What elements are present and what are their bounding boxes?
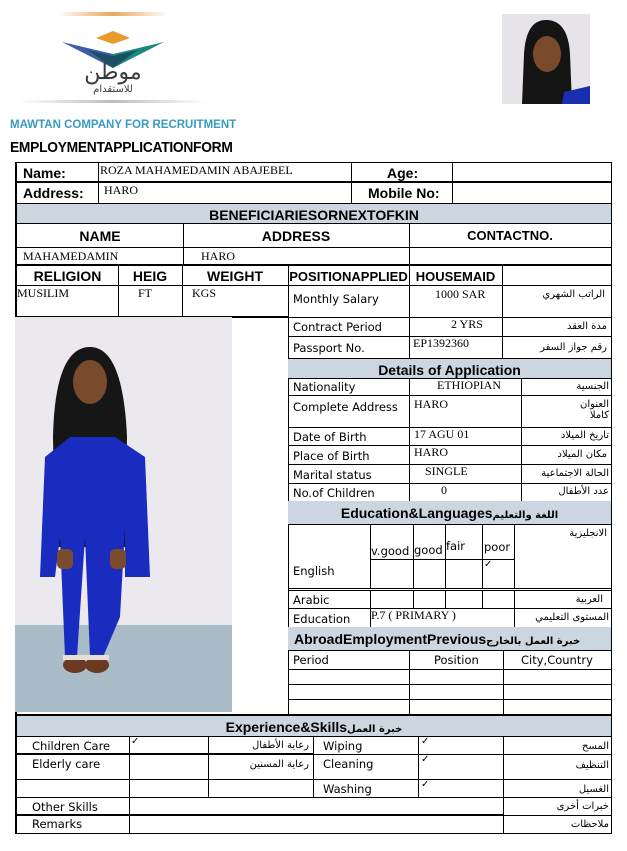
english-label: English (293, 564, 335, 578)
skill-washing-label-cell: Washing (313, 779, 419, 798)
skills-title: Experience&Skills (225, 719, 348, 735)
abroad-row-3-period[interactable] (288, 699, 410, 715)
children-label: No.of Children (293, 486, 375, 500)
contract-arabic: مدة العقد (567, 321, 607, 332)
salary-field[interactable] (409, 285, 503, 318)
address-label: Address: (23, 185, 84, 201)
english-arabic: الانجليزية (569, 528, 607, 539)
skill-wiping-arabic-cell: المسح (503, 736, 612, 755)
education-title: Education&Languages (340, 505, 493, 521)
company-logo (18, 8, 208, 106)
english-arabic-cell (514, 524, 612, 589)
skill-children-care-check[interactable] (129, 736, 209, 755)
other-skills-arabic-cell: خبرات أخرى (503, 797, 612, 816)
passport-label: Passport No. (293, 341, 365, 355)
complete-address-value: HARO (414, 397, 449, 411)
abroad-title-arabic: خبرة العمل بالخارج (486, 636, 581, 647)
beneficiary-name-header: NAME (15, 224, 184, 248)
complete-address-arabic: العنوان كاملا (580, 399, 609, 421)
height-field[interactable] (118, 285, 183, 318)
arabic-label-cell (288, 590, 371, 609)
arabic-good-cell[interactable] (413, 590, 446, 609)
salary-arabic: الراتب الشهري (542, 289, 605, 300)
marital-label: Marital status (293, 468, 372, 482)
skill-elderly-care-check[interactable] (129, 755, 209, 780)
abroad-row-1-position[interactable] (409, 669, 504, 685)
level-fair-header: fair (445, 524, 483, 560)
logo-arabic-sub: للاستقدام (93, 84, 133, 95)
skill-cleaning-check[interactable] (418, 754, 504, 780)
position-extra-cell (502, 266, 612, 286)
education-label: Education (293, 612, 351, 626)
religion-value: MUSILIM (17, 286, 70, 300)
beneficiary-address-field[interactable] (183, 248, 410, 266)
marital-value: SINGLE (425, 464, 468, 478)
abroad-row-2-period[interactable] (288, 684, 410, 700)
contract-field[interactable] (409, 317, 503, 337)
english-vgood-cell[interactable] (370, 559, 414, 589)
other-skills-field[interactable] (129, 797, 504, 816)
beneficiary-address-header: ADDRESS (183, 224, 410, 248)
education-title-arabic: اللغة والتعليم (492, 510, 559, 521)
position-applied-value: HOUSEMAID (409, 266, 503, 286)
pob-value: HARO (414, 445, 449, 459)
name-label: Name: (23, 165, 66, 181)
beneficiaries-header: BENEFICIARIESORNEXTOFKIN (15, 203, 612, 224)
level-good-header: good (413, 524, 446, 560)
beneficiary-name-value: MAHAMEDAMIN (23, 249, 119, 263)
education-header (288, 501, 612, 525)
english-poor-cell[interactable] (482, 559, 515, 589)
weight-header: WEIGHT (182, 266, 289, 286)
abroad-row-1-period[interactable] (288, 669, 410, 685)
children-field[interactable] (409, 483, 522, 502)
marital-arabic-cell (521, 464, 612, 484)
nationality-label: Nationality (293, 380, 356, 394)
arabic-poor-cell[interactable] (482, 590, 515, 609)
children-label-cell (288, 483, 410, 502)
mobile-label-cell (351, 183, 453, 204)
form-title: EMPLOYMENTAPPLICATIONFORM (10, 139, 233, 156)
pob-field[interactable] (409, 445, 522, 465)
pob-arabic-cell (521, 445, 612, 465)
beneficiary-contact-field[interactable] (409, 248, 612, 266)
contract-arabic-cell (502, 317, 612, 337)
abroad-row-1-city[interactable] (503, 669, 612, 685)
education-field[interactable] (370, 608, 515, 628)
education-arabic-cell (514, 608, 612, 628)
english-label-cell (288, 559, 371, 589)
nationality-arabic: الجنسية (576, 381, 609, 392)
company-name: MAWTAN COMPANY FOR RECRUITMENT (10, 119, 237, 131)
abroad-header (288, 627, 612, 651)
english-good-cell[interactable] (413, 559, 446, 589)
skill-blank-check[interactable] (129, 779, 209, 798)
skill-blank-arabic-cell (208, 779, 314, 798)
dob-arabic: تاريخ الميلاد (560, 430, 609, 441)
arabic-arabic: العربية (575, 594, 603, 605)
age-field[interactable] (452, 162, 612, 183)
remarks-field[interactable] (129, 815, 504, 834)
salary-label-cell (288, 285, 410, 318)
skill-wiping-check[interactable] (418, 736, 504, 755)
pob-arabic: مكان الميلاد (557, 449, 607, 460)
marital-arabic: الحالة الاجتماعية (541, 468, 609, 479)
abroad-row-2-position[interactable] (409, 684, 504, 700)
checkmark-icon: ✓ (131, 736, 140, 747)
skill-washing-arabic-cell: الغسيل (503, 779, 612, 798)
skill-children-care-label-cell: Children Care (15, 736, 130, 755)
mobile-field[interactable] (452, 183, 612, 204)
arabic-vgood-cell[interactable] (370, 590, 414, 609)
beneficiary-name-field[interactable] (15, 248, 184, 266)
nationality-arabic-cell (521, 378, 612, 396)
abroad-col-period: Period (288, 650, 410, 670)
religion-header: RELIGION (15, 266, 119, 286)
checkmark-icon: ✓ (421, 754, 430, 765)
logo-top-line (58, 12, 168, 16)
skill-blank-label-cell (15, 779, 130, 798)
salary-arabic-cell (502, 285, 612, 318)
passport-arabic-cell (502, 336, 612, 358)
education-arabic: المستوى التعليمي (535, 612, 609, 623)
remarks-arabic-cell: ملاحظات (503, 815, 612, 834)
address-value: HARO (104, 183, 139, 197)
contract-label-cell (288, 317, 410, 337)
lang-blank-header (288, 524, 371, 560)
pob-label-cell (288, 445, 410, 465)
skill-elderly-care-arabic-cell: رعاية المسنين (208, 755, 314, 780)
dob-arabic-cell (521, 427, 612, 446)
name-value: ROZA MAHAMEDAMIN ABAJEBEL (100, 163, 293, 177)
pob-label: Place of Birth (293, 449, 370, 463)
details-header: Details of Application (288, 358, 612, 379)
age-label: Age: (387, 165, 419, 181)
remarks-label-cell: Remarks (15, 815, 130, 834)
arabic-fair-cell[interactable] (445, 590, 483, 609)
position-applied-header: POSITIONAPPLIED (288, 266, 410, 286)
name-label-cell (15, 162, 99, 183)
abroad-row-2-city[interactable] (503, 684, 612, 700)
nationality-label-cell (288, 378, 410, 396)
children-arabic-cell (521, 483, 612, 502)
complete-address-field[interactable] (409, 395, 522, 428)
beneficiary-contact-header: CONTACTNO. (409, 224, 612, 248)
marital-label-cell (288, 464, 410, 484)
beneficiary-address-value: HARO (201, 249, 236, 263)
other-skills-label-cell: Other Skills (15, 797, 130, 816)
arabic-arabic-cell (514, 590, 612, 609)
height-header: HEIG (118, 266, 183, 286)
nationality-value: ETHIOPIAN (437, 378, 501, 392)
age-label-cell (351, 162, 453, 183)
name-field[interactable] (98, 162, 352, 183)
abroad-col-position: Position (409, 650, 504, 670)
skill-washing-check[interactable] (418, 779, 504, 798)
dob-label: Date of Birth (293, 430, 367, 444)
address-label-cell (15, 183, 99, 204)
marital-field[interactable] (409, 464, 522, 484)
skill-elderly-care-label-cell: Elderly care (15, 755, 130, 780)
education-value: P.7 ( PRIMARY ) (371, 608, 456, 622)
mobile-label: Mobile No: (368, 185, 440, 201)
weight-value: KGS (192, 286, 217, 300)
children-value: 0 (441, 483, 447, 497)
level-vgood-header: v.good (370, 524, 414, 560)
nationality-field[interactable] (409, 378, 522, 396)
children-arabic: عدد الأطفال (558, 486, 609, 497)
dob-field[interactable] (409, 427, 522, 446)
skill-cleaning-label-cell: Cleaning (313, 754, 419, 780)
complete-address-label-cell (288, 395, 410, 428)
abroad-col-city: City,Country (503, 650, 612, 670)
passport-value: EP1392360 (413, 336, 470, 350)
passport-arabic: رقم جواز السفر (540, 342, 607, 353)
arabic-label: Arabic (293, 593, 330, 607)
contract-value: 2 YRS (451, 317, 483, 331)
logo-arabic-main: موطن (84, 60, 142, 85)
complete-address-arabic-cell (521, 395, 612, 428)
dob-label-cell (288, 427, 410, 446)
skill-wiping-label-cell: Wiping (313, 736, 419, 755)
education-label-cell (288, 608, 371, 628)
weight-field[interactable] (182, 285, 289, 318)
skill-children-care-arabic-cell: رعاية الأطفال (208, 736, 314, 755)
skills-header (15, 714, 612, 737)
complete-address-label: Complete Address (293, 400, 398, 414)
salary-label: Monthly Salary (293, 292, 379, 306)
applicant-portrait-photo (502, 14, 590, 104)
abroad-title: AbroadEmploymentPrevious (294, 631, 487, 647)
passport-field[interactable] (409, 336, 503, 358)
checkmark-icon: ✓ (421, 779, 430, 790)
abroad-row-3-position[interactable] (409, 699, 504, 715)
contract-label: Contract Period (293, 320, 382, 334)
dob-value: 17 AGU 01 (414, 427, 470, 441)
abroad-row-3-city[interactable] (503, 699, 612, 715)
height-value: FT (138, 286, 153, 300)
checkmark-icon: ✓ (484, 559, 493, 570)
salary-value: 1000 SAR (435, 287, 486, 301)
checkmark-icon: ✓ (421, 736, 430, 747)
english-fair-cell[interactable] (445, 559, 483, 589)
skills-title-arabic: خبرة العمل (347, 724, 403, 735)
applicant-full-body-photo (15, 317, 232, 712)
religion-field[interactable] (15, 285, 119, 318)
skill-cleaning-arabic-cell: التنظيف (503, 754, 612, 780)
address-field[interactable] (98, 183, 352, 204)
logo-bottom-line (18, 100, 208, 103)
level-poor-header: poor (482, 524, 515, 560)
passport-label-cell (288, 336, 410, 358)
